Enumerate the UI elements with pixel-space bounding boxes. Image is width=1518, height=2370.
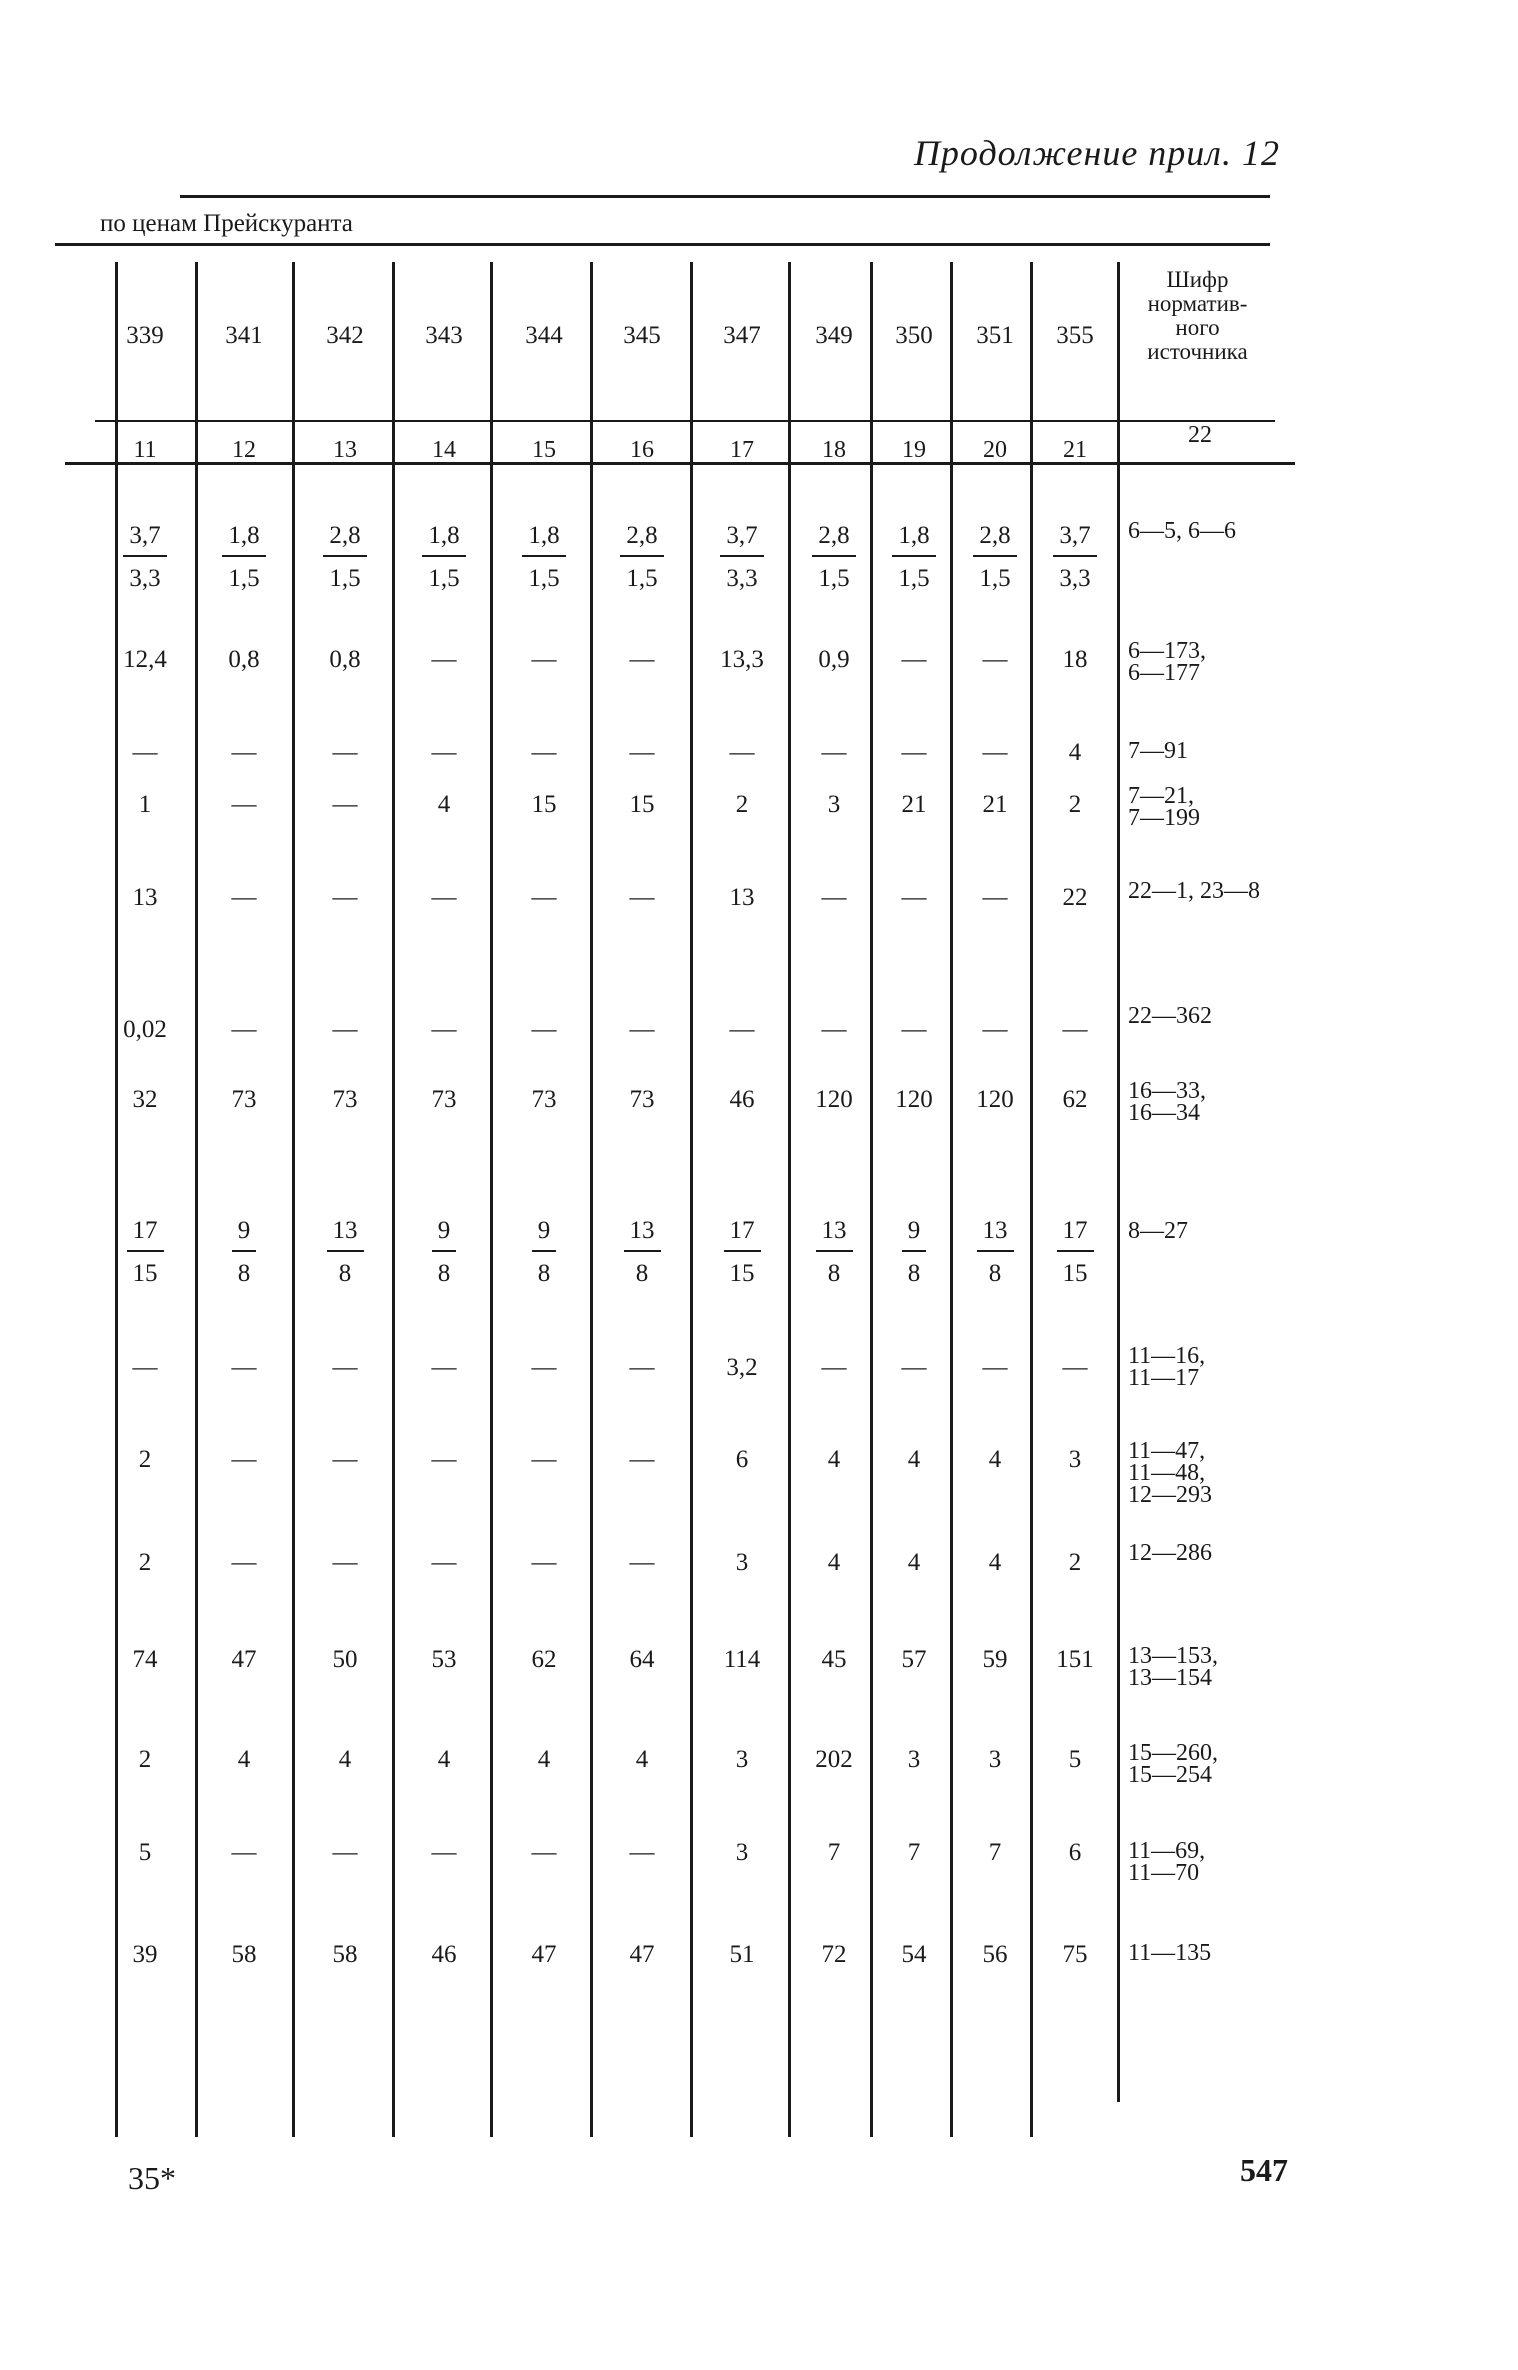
fraction-denominator: 8 xyxy=(237,1260,251,1287)
table-cell: 7 xyxy=(827,1839,841,1866)
column-code: 349 xyxy=(815,322,853,349)
column-code: 341 xyxy=(225,322,263,349)
column-number: 18 xyxy=(822,437,846,463)
column-number: 16 xyxy=(630,437,654,463)
table-cell: — xyxy=(431,1016,457,1043)
fraction-denominator: 1,5 xyxy=(979,565,1011,592)
fraction-numerator: 13 xyxy=(816,1215,853,1252)
table-cell: 73 xyxy=(431,1086,457,1113)
table-cell: — xyxy=(332,1354,358,1381)
table-cell: 3 xyxy=(907,1746,921,1773)
continuation-title: Продолжение прил. 12 xyxy=(913,133,1280,173)
table-cell: 4 xyxy=(907,1446,921,1473)
source-code: 11—16, 11—17 xyxy=(1128,1343,1206,1391)
table-cell: — xyxy=(231,1446,257,1473)
table-cell: 0,8 xyxy=(228,646,260,673)
table-cell: 3 xyxy=(735,1839,749,1866)
table-cell: 13,3 xyxy=(720,646,764,673)
table-cell: 57 xyxy=(901,1646,927,1673)
fraction-denominator: 8 xyxy=(635,1260,649,1287)
column-code: 342 xyxy=(326,322,364,349)
table-cell: 15 xyxy=(629,791,655,818)
table-cell: 3 xyxy=(735,1746,749,1773)
fraction-cell xyxy=(697,520,787,595)
table-cell: 3,2 xyxy=(726,1354,758,1381)
table-cell: — xyxy=(531,1839,557,1866)
table-cell: — xyxy=(531,884,557,911)
fraction-numerator: 17 xyxy=(724,1215,761,1252)
source-column-number: 22 xyxy=(1188,422,1212,448)
fraction-cell xyxy=(950,520,1040,595)
fraction-numerator: 9 xyxy=(902,1215,927,1252)
table-cell: 47 xyxy=(629,1941,655,1968)
column-number: 19 xyxy=(902,437,926,463)
table-cell: 72 xyxy=(821,1941,847,1968)
fraction-numerator: 17 xyxy=(1057,1215,1094,1252)
table-cell: 120 xyxy=(976,1086,1014,1113)
table-cell: 3 xyxy=(735,1549,749,1576)
table-cell: — xyxy=(1062,1016,1088,1043)
table-cell: 4 xyxy=(537,1746,551,1773)
table-cell: — xyxy=(982,884,1008,911)
table-cell: — xyxy=(821,884,847,911)
table-cell: 4 xyxy=(1068,739,1082,766)
source-code: 8—27 xyxy=(1128,1218,1188,1244)
table-cell: — xyxy=(1062,1354,1088,1381)
column-number: 12 xyxy=(232,437,256,463)
table-cell: 62 xyxy=(1062,1086,1088,1113)
table-cell: 2 xyxy=(1068,1549,1082,1576)
column-code: 350 xyxy=(895,322,933,349)
table-cell: 2 xyxy=(138,1446,152,1473)
table-cell: 73 xyxy=(629,1086,655,1113)
table-cell: — xyxy=(629,1549,655,1576)
table-cell: — xyxy=(431,646,457,673)
column-number: 20 xyxy=(983,437,1007,463)
column-code: 345 xyxy=(623,322,661,349)
table-cell: 21 xyxy=(901,791,927,818)
fraction-denominator: 8 xyxy=(988,1260,1002,1287)
table-cell: 4 xyxy=(635,1746,649,1773)
table-cell: — xyxy=(332,1016,358,1043)
table-cell: 0,8 xyxy=(329,646,361,673)
table-cell: 46 xyxy=(729,1086,755,1113)
table-cell: — xyxy=(729,739,755,766)
table-cell: 1 xyxy=(138,791,152,818)
table-cell: 75 xyxy=(1062,1941,1088,1968)
fraction-denominator: 3,3 xyxy=(1059,565,1091,592)
table-cell: — xyxy=(132,739,158,766)
table-cell: — xyxy=(821,739,847,766)
table-cell: — xyxy=(629,1446,655,1473)
table-cell: 2 xyxy=(138,1746,152,1773)
column-number: 21 xyxy=(1063,437,1087,463)
table-cell: 2 xyxy=(1068,791,1082,818)
table-cell: 6 xyxy=(735,1446,749,1473)
table-cell: — xyxy=(332,884,358,911)
table-cell: 120 xyxy=(895,1086,933,1113)
column-code: 339 xyxy=(126,322,164,349)
table-cell: — xyxy=(531,739,557,766)
fraction-denominator: 3,3 xyxy=(129,565,161,592)
fraction-denominator: 1,5 xyxy=(228,565,260,592)
column-code: 355 xyxy=(1056,322,1094,349)
table-cell: — xyxy=(729,1016,755,1043)
fraction-denominator: 8 xyxy=(537,1260,551,1287)
column-code: 344 xyxy=(525,322,563,349)
table-cell: 0,9 xyxy=(818,646,850,673)
fraction-cell xyxy=(789,1215,879,1290)
fraction-numerator: 13 xyxy=(624,1215,661,1252)
table-cell: 59 xyxy=(982,1646,1008,1673)
source-code: 15—260, 15—254 xyxy=(1128,1740,1218,1788)
table-cell: 73 xyxy=(531,1086,557,1113)
table-cell: — xyxy=(901,1354,927,1381)
table-cell: 4 xyxy=(437,791,451,818)
fraction-numerator: 9 xyxy=(232,1215,257,1252)
fraction-numerator: 2,8 xyxy=(323,520,366,557)
table-cell: — xyxy=(431,1354,457,1381)
table-cell: 13 xyxy=(729,884,755,911)
fraction-numerator: 2,8 xyxy=(812,520,855,557)
fraction-numerator: 9 xyxy=(532,1215,557,1252)
table-cell: — xyxy=(531,1446,557,1473)
table-cell: 15 xyxy=(531,791,557,818)
table-cell: — xyxy=(821,1354,847,1381)
table-cell: — xyxy=(231,791,257,818)
table-cell: 50 xyxy=(332,1646,358,1673)
table-cell: — xyxy=(982,1016,1008,1043)
source-code: 11—69, 11—70 xyxy=(1128,1838,1206,1886)
table-cell: 58 xyxy=(332,1941,358,1968)
table-cell: — xyxy=(629,884,655,911)
table-cell: 73 xyxy=(332,1086,358,1113)
table-cell: — xyxy=(332,1446,358,1473)
table-cell: — xyxy=(332,1549,358,1576)
table-cell: — xyxy=(431,1549,457,1576)
fraction-cell xyxy=(499,1215,589,1290)
table-cell: 13 xyxy=(132,884,158,911)
column-divider xyxy=(392,262,395,2137)
table-cell: — xyxy=(132,1354,158,1381)
table-cell: 4 xyxy=(827,1446,841,1473)
fraction-denominator: 8 xyxy=(338,1260,352,1287)
table-cell: 39 xyxy=(132,1941,158,1968)
table-cell: — xyxy=(231,1839,257,1866)
column-code: 343 xyxy=(425,322,463,349)
fraction-cell xyxy=(399,520,489,595)
table-cell: — xyxy=(901,884,927,911)
table-cell: — xyxy=(982,1354,1008,1381)
top-rule xyxy=(180,195,1270,198)
table-cell: — xyxy=(431,1839,457,1866)
table-cell: 51 xyxy=(729,1941,755,1968)
fraction-numerator: 2,8 xyxy=(620,520,663,557)
fraction-denominator: 1,5 xyxy=(428,565,460,592)
source-code: 7—21, 7—199 xyxy=(1128,783,1200,831)
source-code: 22—1, 23—8 xyxy=(1128,878,1260,904)
fraction-numerator: 17 xyxy=(127,1215,164,1252)
table-cell: — xyxy=(821,1016,847,1043)
fraction-cell xyxy=(300,520,390,595)
fraction-numerator: 3,7 xyxy=(123,520,166,557)
column-divider xyxy=(490,262,493,2137)
fraction-denominator: 8 xyxy=(907,1260,921,1287)
table-cell: 4 xyxy=(827,1549,841,1576)
table-cell: 54 xyxy=(901,1941,927,1968)
source-code: 7—91 xyxy=(1128,738,1188,764)
table-cell: 4 xyxy=(907,1549,921,1576)
fraction-denominator: 1,5 xyxy=(818,565,850,592)
table-cell: — xyxy=(332,739,358,766)
fraction-cell xyxy=(1030,1215,1120,1290)
table-cell: — xyxy=(629,1354,655,1381)
fraction-numerator: 13 xyxy=(977,1215,1014,1252)
fraction-denominator: 15 xyxy=(729,1260,755,1287)
column-divider xyxy=(195,262,198,2137)
fraction-denominator: 8 xyxy=(437,1260,451,1287)
fraction-numerator: 1,8 xyxy=(892,520,935,557)
table-cell: 7 xyxy=(988,1839,1002,1866)
table-cell: 47 xyxy=(231,1646,257,1673)
table-cell: 74 xyxy=(132,1646,158,1673)
table-cell: 64 xyxy=(629,1646,655,1673)
table-cell: 0,02 xyxy=(123,1016,167,1043)
table-cell: — xyxy=(332,1839,358,1866)
table-cell: — xyxy=(231,1016,257,1043)
fraction-denominator: 3,3 xyxy=(726,565,758,592)
column-number: 13 xyxy=(333,437,357,463)
fraction-denominator: 1,5 xyxy=(898,565,930,592)
fraction-numerator: 1,8 xyxy=(522,520,565,557)
fraction-cell xyxy=(869,520,959,595)
table-cell: — xyxy=(629,739,655,766)
table-cell: 56 xyxy=(982,1941,1008,1968)
table-cell: — xyxy=(431,739,457,766)
table-cell: 32 xyxy=(132,1086,158,1113)
table-cell: 114 xyxy=(723,1646,761,1673)
fraction-cell xyxy=(399,1215,489,1290)
fraction-cell xyxy=(100,520,190,595)
subtitle-rule xyxy=(55,243,1270,246)
table-cell: 4 xyxy=(988,1446,1002,1473)
table-cell: 18 xyxy=(1062,646,1088,673)
table-cell: — xyxy=(231,1549,257,1576)
source-code: 12—286 xyxy=(1128,1540,1212,1566)
source-code: 11—135 xyxy=(1128,1940,1212,1966)
fraction-numerator: 3,7 xyxy=(1053,520,1096,557)
column-code: 351 xyxy=(976,322,1014,349)
source-code: 22—362 xyxy=(1128,1003,1212,1029)
table-cell: — xyxy=(982,739,1008,766)
source-code: 6—173, 6—177 xyxy=(1128,638,1206,686)
source-column-header: Шифр норматив- ного источника xyxy=(1147,267,1248,364)
table-cell: — xyxy=(982,646,1008,673)
fraction-cell xyxy=(597,1215,687,1290)
fraction-numerator: 1,8 xyxy=(422,520,465,557)
source-code: 11—47, 11—48, 12—293 xyxy=(1128,1438,1212,1508)
table-cell: — xyxy=(531,646,557,673)
fraction-numerator: 13 xyxy=(327,1215,364,1252)
table-cell: — xyxy=(231,884,257,911)
table-cell: — xyxy=(629,1839,655,1866)
number-row-rule xyxy=(95,420,1275,422)
table-cell: 3 xyxy=(1068,1446,1082,1473)
fraction-denominator: 15 xyxy=(1062,1260,1088,1287)
column-code: 347 xyxy=(723,322,761,349)
table-cell: 46 xyxy=(431,1941,457,1968)
table-cell: — xyxy=(901,646,927,673)
column-number: 15 xyxy=(532,437,556,463)
table-cell: 120 xyxy=(815,1086,853,1113)
fraction-denominator: 1,5 xyxy=(528,565,560,592)
fraction-cell xyxy=(100,1215,190,1290)
table-cell: 4 xyxy=(437,1746,451,1773)
fraction-numerator: 2,8 xyxy=(973,520,1016,557)
table-cell: 4 xyxy=(237,1746,251,1773)
table-cell: 151 xyxy=(1056,1646,1094,1673)
table-cell: — xyxy=(629,646,655,673)
fraction-cell xyxy=(950,1215,1040,1290)
table-cell: 58 xyxy=(231,1941,257,1968)
table-cell: 7 xyxy=(907,1839,921,1866)
column-divider xyxy=(292,262,295,2137)
column-number: 17 xyxy=(730,437,754,463)
column-divider xyxy=(690,262,693,2137)
fraction-cell xyxy=(597,520,687,595)
fraction-cell xyxy=(499,520,589,595)
table-cell: 62 xyxy=(531,1646,557,1673)
table-cell: 2 xyxy=(138,1549,152,1576)
fraction-denominator: 8 xyxy=(827,1260,841,1287)
fraction-cell xyxy=(199,1215,289,1290)
table-cell: 5 xyxy=(1068,1746,1082,1773)
table-cell: — xyxy=(332,791,358,818)
table-cell: — xyxy=(531,1549,557,1576)
table-cell: 73 xyxy=(231,1086,257,1113)
footer-signature: 35* xyxy=(128,2160,176,2196)
column-number: 14 xyxy=(432,437,456,463)
table-cell: 21 xyxy=(982,791,1008,818)
table-cell: 3 xyxy=(827,791,841,818)
table-cell: — xyxy=(901,739,927,766)
source-code: 16—33, 16—34 xyxy=(1128,1078,1206,1126)
table-cell: — xyxy=(531,1354,557,1381)
column-divider xyxy=(590,262,593,2137)
page-number: 547 xyxy=(1240,2152,1288,2188)
table-cell: 4 xyxy=(338,1746,352,1773)
source-code: 6—5, 6—6 xyxy=(1128,518,1236,544)
fraction-cell xyxy=(300,1215,390,1290)
table-cell: 202 xyxy=(815,1746,853,1773)
fraction-cell xyxy=(1030,520,1120,595)
table-cell: — xyxy=(431,1446,457,1473)
source-code: 13—153, 13—154 xyxy=(1128,1643,1218,1691)
table-cell: 4 xyxy=(988,1549,1002,1576)
table-cell: — xyxy=(231,1354,257,1381)
fraction-numerator: 3,7 xyxy=(720,520,763,557)
fraction-cell xyxy=(869,1215,959,1290)
table-subtitle: по ценам Прейскуранта xyxy=(100,210,353,237)
fraction-denominator: 1,5 xyxy=(329,565,361,592)
fraction-cell xyxy=(199,520,289,595)
table-cell: 3 xyxy=(988,1746,1002,1773)
table-cell: 6 xyxy=(1068,1839,1082,1866)
table-cell: — xyxy=(901,1016,927,1043)
table-cell: — xyxy=(531,1016,557,1043)
fraction-denominator: 15 xyxy=(132,1260,158,1287)
table-cell: 53 xyxy=(431,1646,457,1673)
table-cell: 47 xyxy=(531,1941,557,1968)
table-cell: 12,4 xyxy=(123,646,167,673)
table-cell: — xyxy=(629,1016,655,1043)
fraction-cell xyxy=(697,1215,787,1290)
fraction-numerator: 9 xyxy=(432,1215,457,1252)
fraction-numerator: 1,8 xyxy=(222,520,265,557)
table-cell: — xyxy=(431,884,457,911)
table-cell: — xyxy=(231,739,257,766)
column-number: 11 xyxy=(133,437,157,463)
table-cell: 2 xyxy=(735,791,749,818)
fraction-denominator: 1,5 xyxy=(626,565,658,592)
table-cell: 45 xyxy=(821,1646,847,1673)
table-cell: 5 xyxy=(138,1839,152,1866)
fraction-cell xyxy=(789,520,879,595)
table-cell: 22 xyxy=(1062,884,1088,911)
